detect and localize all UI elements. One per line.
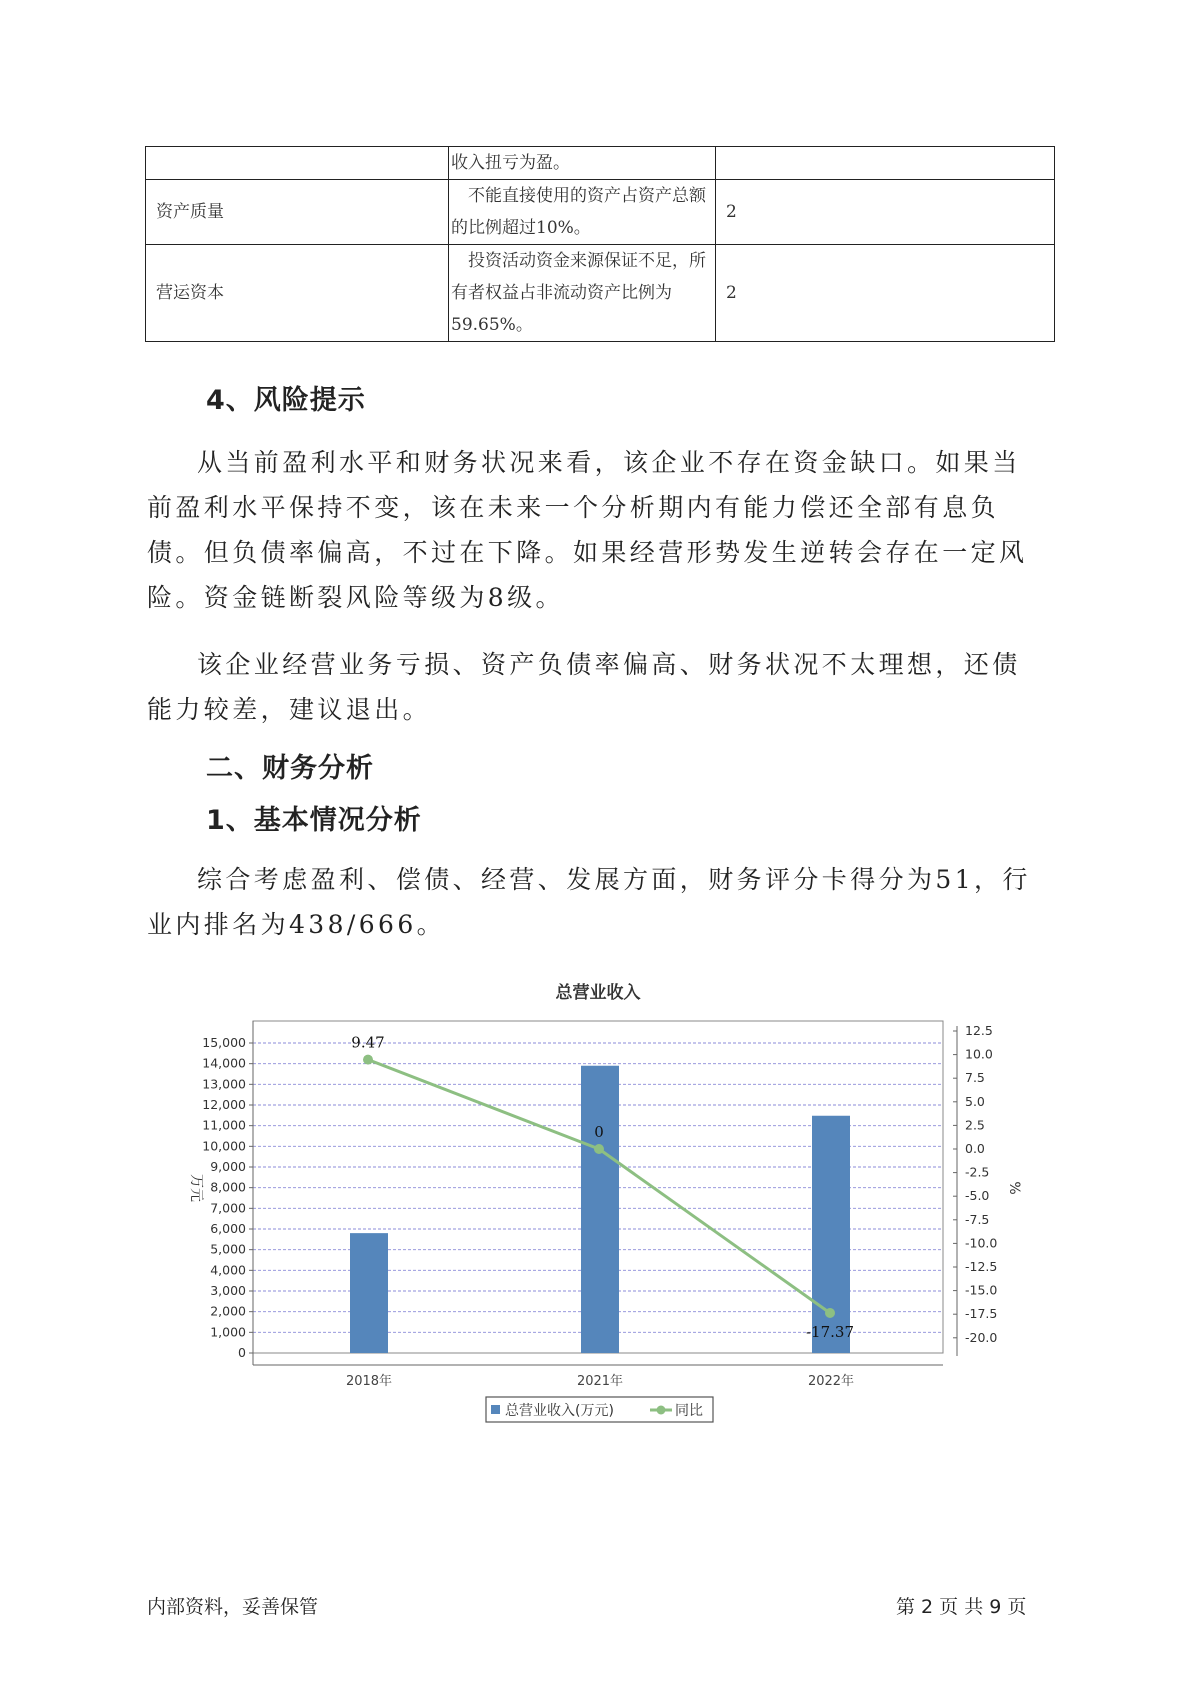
right-axis-label: % (1006, 1181, 1022, 1195)
left-tick-label: 6,000 (210, 1221, 246, 1236)
right-tick-label: -2.5 (965, 1164, 990, 1180)
table-cell-score: 2 (716, 245, 1055, 342)
x-tick-label: 2018年 (345, 1374, 393, 1389)
chart-legend (486, 1397, 713, 1422)
description-text: 收入扭亏为盈。 (451, 153, 570, 173)
left-tick-label: 4,000 (210, 1262, 246, 1278)
left-tick-label: 14,000 (202, 1055, 246, 1071)
right-tick-label: -5.0 (965, 1188, 990, 1204)
footer-page-number: 第 2 页 共 9 页 (896, 1596, 1027, 1618)
description-text: 不能直接使用的资产占资产总额 (468, 186, 706, 206)
right-tick-label: -17.5 (965, 1306, 998, 1322)
left-tick-label: 13,000 (202, 1076, 246, 1092)
right-tick-label: 2.5 (965, 1117, 985, 1133)
legend-line-marker (657, 1406, 666, 1415)
left-tick-label: 12,000 (202, 1097, 246, 1112)
yoy-data-label: 0 (594, 1123, 604, 1141)
legend-bar-label: 总营业收入(万元) (505, 1403, 614, 1419)
description-text-cont: 的比例超过10%。 (451, 218, 591, 238)
risk-paragraph-2: 该企业经营业务亏损、资产负债率偏高、财务状况不太理想，还债能力较差，建议退出。 (147, 650, 1021, 724)
left-tick-label: 1,000 (210, 1324, 246, 1340)
right-tick-label: 12.5 (965, 1023, 993, 1038)
left-tick-label: 3,000 (210, 1283, 246, 1298)
risk-heading: 4、风险提示 (206, 385, 366, 416)
yoy-point (825, 1308, 835, 1318)
table-cell-category: 资产质量 (146, 180, 449, 245)
left-tick-label: 11,000 (202, 1117, 246, 1133)
legend-bar-swatch (491, 1405, 500, 1414)
right-tick-label: -12.5 (965, 1259, 998, 1274)
right-tick-label: 10.0 (965, 1046, 993, 1062)
revenue-bar (350, 1233, 388, 1353)
right-tick-label: -7.5 (965, 1211, 990, 1227)
left-tick-label: 8,000 (210, 1179, 246, 1195)
right-tick-label: 7.5 (965, 1070, 985, 1086)
right-tick-label: 5.0 (965, 1093, 985, 1109)
left-tick-label: 5,000 (210, 1241, 246, 1257)
chart-title: 总营业收入 (555, 983, 641, 1003)
left-tick-label: 0 (238, 1345, 246, 1360)
description-text-cont: 有者权益占非流动资产比例为59.65%。 (451, 283, 672, 335)
revenue-bar (581, 1066, 619, 1353)
financial-analysis-heading: 二、财务分析 (206, 753, 374, 784)
yoy-point (594, 1144, 604, 1154)
right-tick-label: 0.0 (965, 1141, 985, 1156)
basic-paragraph: 综合考虑盈利、偿债、经营、发展方面，财务评分卡得分为51，行业内排名为438/666。 (147, 865, 1031, 939)
left-tick-label: 9,000 (210, 1159, 246, 1174)
table-cell-score: 2 (716, 180, 1055, 245)
bar-series (350, 1066, 850, 1353)
table-cell-category: 营运资本 (146, 245, 449, 342)
basic-analysis-heading: 1、基本情况分析 (206, 805, 422, 836)
risk-paragraph-1: 从当前盈利水平和财务状况来看，该企业不存在资金缺口。如果当前盈利水平保持不变，该在未来一个分析期内有能力偿还全部有息负债。但负债率偏高，不过在下降。如果经营形势发生逆转会存在一定风险。资金链断裂风险等级为8级。 (147, 448, 1028, 612)
right-tick-label: -15.0 (965, 1282, 998, 1298)
legend-line-label: 同比 (675, 1403, 703, 1419)
yoy-point (363, 1055, 373, 1065)
left-tick-label: 15,000 (202, 1035, 246, 1050)
right-tick-label: -10.0 (965, 1235, 998, 1251)
footer-confidential: 内部资料，妥善保管 (147, 1596, 319, 1618)
left-axis-label: 万元 (188, 1174, 204, 1202)
x-tick-label: 2022年 (807, 1374, 855, 1389)
right-tick-label: -20.0 (965, 1329, 998, 1345)
left-tick-label: 10,000 (202, 1138, 246, 1154)
left-tick-label: 7,000 (210, 1200, 246, 1216)
yoy-data-label: 9.47 (351, 1033, 385, 1052)
x-tick-label: 2021年 (576, 1374, 624, 1389)
description-text: 投资活动资金来源保证不足，所 (468, 251, 706, 271)
left-tick-label: 2,000 (210, 1303, 246, 1319)
yoy-data-label: -17.37 (805, 1322, 855, 1341)
